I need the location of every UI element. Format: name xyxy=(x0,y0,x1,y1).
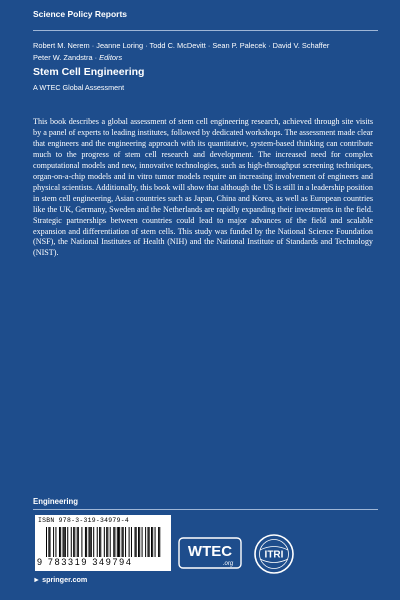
editors-label: Editors xyxy=(99,53,123,62)
wtec-logo-suffix: .org xyxy=(222,561,234,567)
wtec-logo-text: WTEC xyxy=(187,543,233,560)
authors-line-1: Robert M. Nerem · Jeanne Loring · Todd C. McDevitt · Sean P. Palecek · David V. Schaffer xyxy=(33,41,330,50)
wtec-logo xyxy=(178,537,242,569)
isbn-number: ISBN 978-3-319-34979-4 xyxy=(38,517,129,524)
series-title: Science Policy Reports xyxy=(33,9,128,19)
publisher-url[interactable]: ► springer.com xyxy=(33,575,88,584)
subject-category: Engineering xyxy=(33,497,79,506)
book-subtitle: A WTEC Global Assessment xyxy=(33,83,125,92)
book-description: This book describes a global assessment of stem cell engineering research, achieved through site visits by a panel of experts to leading institutes, followed by dedicated workshops. The assessment made clear that engineers and the engineering approach with its quantitative, system-based thinking can contribute much to the progress of stem cell research and development. The increased need for complex computational models and new, innovative technologies, such as high-throughput screening techniques, organ-on-a-chip models and in vitro tumor models require an increasing involvement of engineers and physical scientists. Additionally, this book will show that although the US is still in a leadership position in stem cell engineering, Asian countries such as Japan, China and Korea, as well as European countries like the UK, Germany, Sweden and the Netherlands are rapidly expanding their investments in the field. Strategic partnerships between countries could lead to major advances of the field and scalable expansion and differentiation of stem cells. This study was funded by the National Science Foundation (NSF), the National Institutes of Health (NIH) and the National Institute of Standards and Technology (NIST). xyxy=(33,117,373,258)
authors-line-2: Peter W. Zandstra · Editors xyxy=(33,53,123,62)
top-divider xyxy=(33,30,378,31)
bottom-divider xyxy=(33,509,378,510)
book-title: Stem Cell Engineering xyxy=(33,66,145,78)
itri-logo xyxy=(252,532,296,576)
isbn-barcode xyxy=(35,515,171,571)
barcode-bars xyxy=(46,527,162,557)
barcode-digits: 9 783319 349794 xyxy=(37,557,133,567)
itri-logo-text: ITRI xyxy=(264,549,284,561)
authors-last: Peter W. Zandstra xyxy=(33,53,93,62)
author-list xyxy=(33,40,383,64)
